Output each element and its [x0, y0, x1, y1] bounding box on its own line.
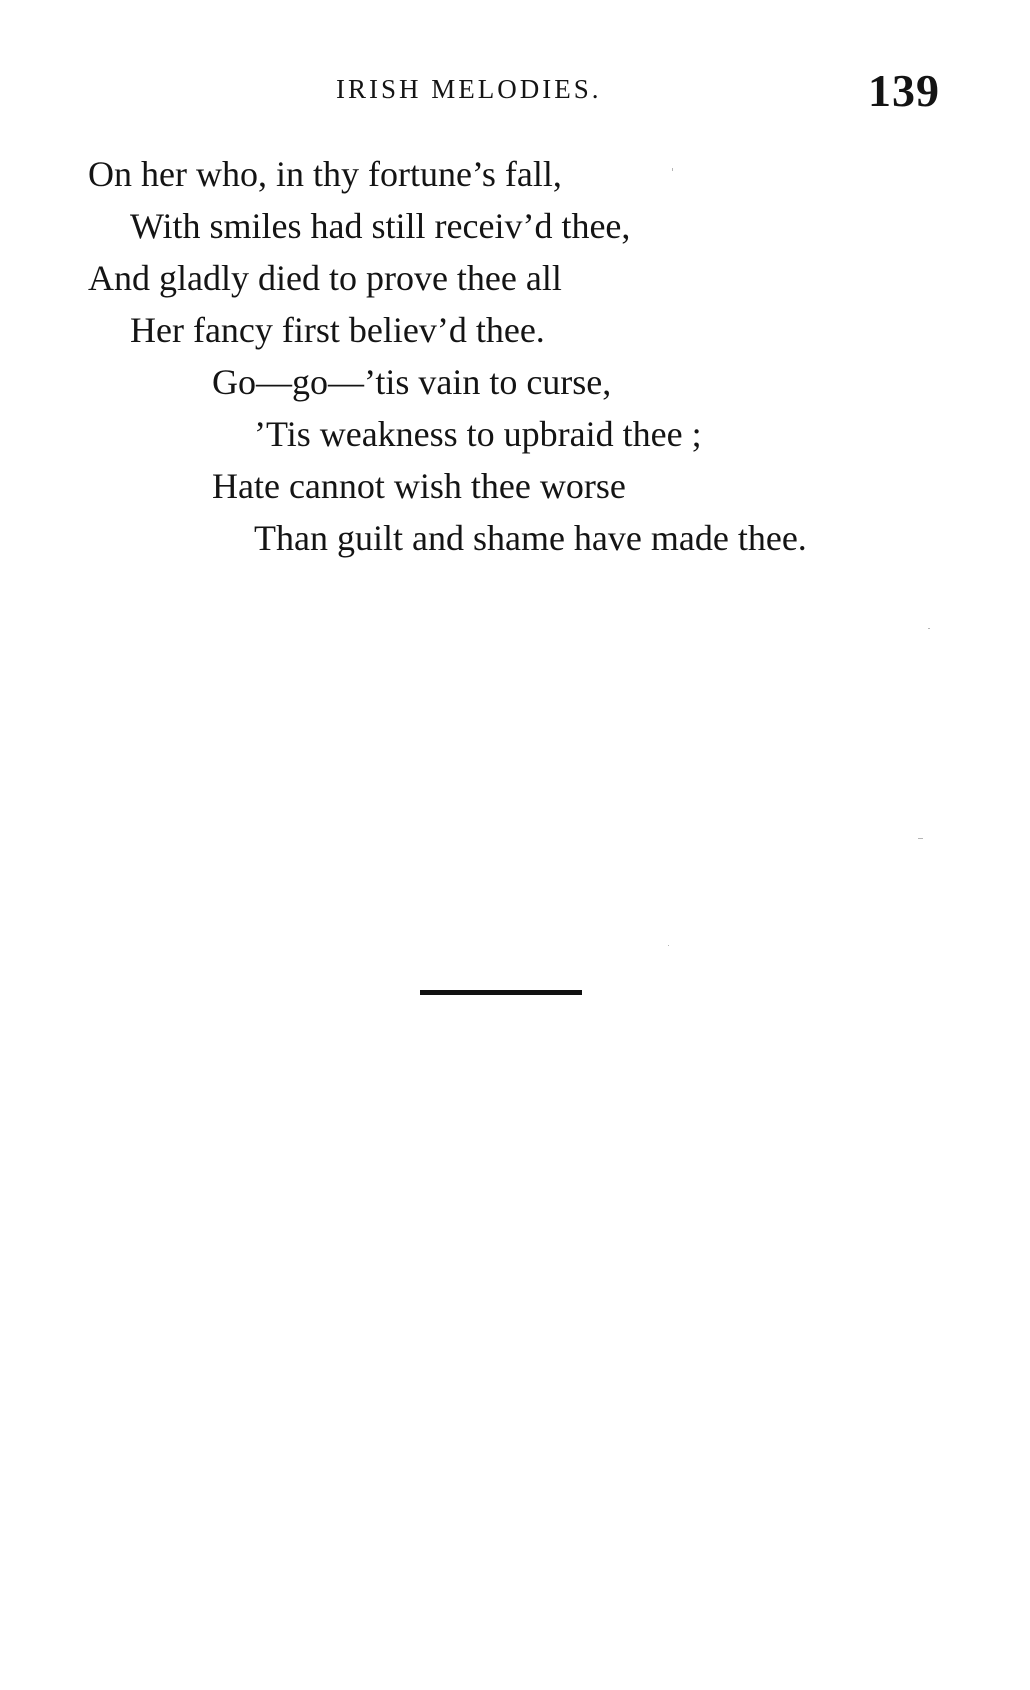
- poem-line: And gladly died to prove thee all: [88, 258, 562, 298]
- poem-line: With smiles had still receiv’d thee,: [130, 206, 631, 246]
- poem-line: ’Tis weakness to upbraid thee ;: [254, 414, 702, 454]
- poem-line: Go—go—’tis vain to curse,: [212, 362, 612, 402]
- running-title: IRISH MELODIES.: [336, 74, 602, 104]
- running-head: [0, 64, 1030, 124]
- poem-line: Her fancy first believ’d thee.: [130, 310, 545, 350]
- paper-speck: [672, 168, 673, 171]
- poem-line: Than guilt and shame have made thee.: [254, 518, 807, 558]
- poem-line: On her who, in thy fortune’s fall,: [88, 154, 562, 194]
- section-divider-rule: [420, 990, 582, 995]
- page-number: 139: [868, 65, 940, 116]
- poem-stanza: [88, 148, 968, 564]
- paper-speck: [918, 838, 923, 839]
- paper-speck: [668, 945, 669, 946]
- poem-line: Hate cannot wish thee worse: [212, 466, 626, 506]
- paper-speck: [928, 628, 930, 629]
